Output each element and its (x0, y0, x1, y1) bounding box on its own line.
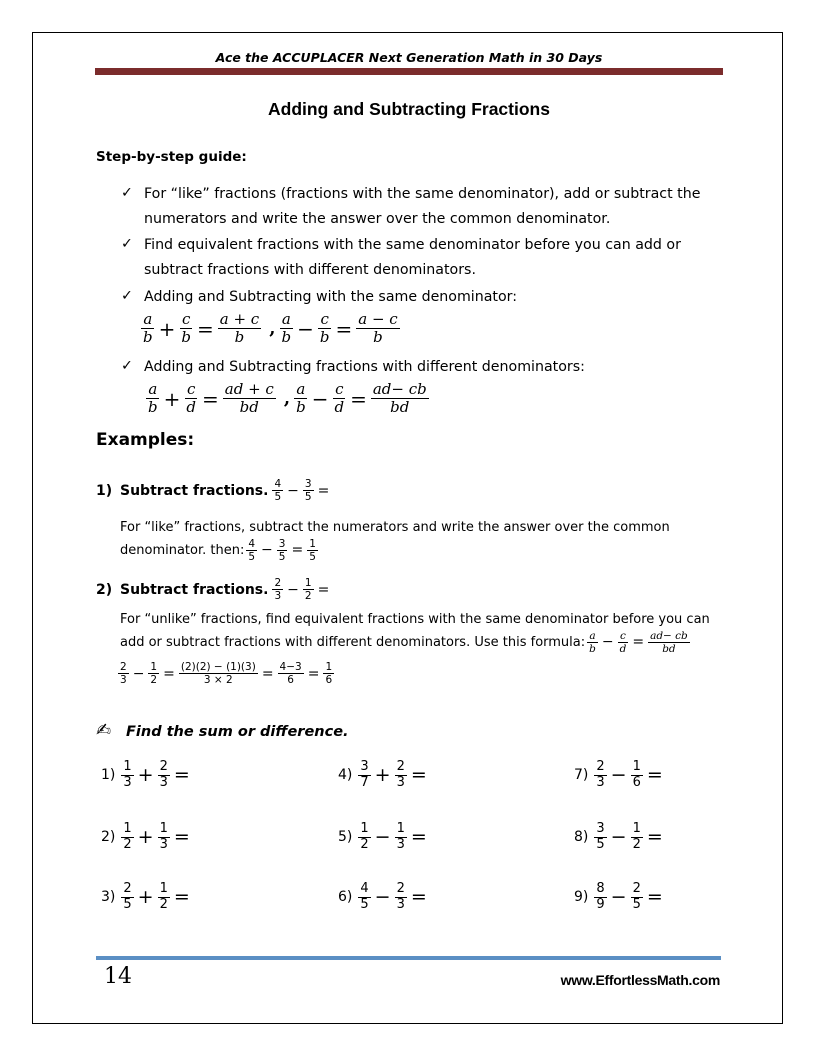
examples-heading: Examples: (96, 430, 195, 450)
guide-bullet-3: Adding and Subtracting with the same denominator: (144, 289, 518, 305)
example-2-formula-line: add or subtract fractions with different denominators. Use this formula: $\frac{a}{b}$ − $\frac{c}{d}$ = $\frac{ad- cb}{bd}$ (120, 630, 688, 656)
problem-number: 2) (101, 829, 116, 846)
fraction: $\frac{a}{b}$ (143, 310, 153, 347)
guide-heading-colon: : (241, 149, 247, 165)
problem-expression: $\frac{4}{5}$ − $\frac{2}{3}$ = (360, 881, 427, 912)
problem-number: 9) (574, 889, 589, 906)
fraction: $\frac{c}{b}$ (319, 310, 330, 347)
fraction: $\frac{ad- cb}{bd}$ (372, 380, 427, 417)
exercise-problem (574, 822, 667, 853)
check-icon: ✓ (121, 185, 133, 201)
problem-expression: $\frac{2}{3}$ − $\frac{1}{6}$ = (596, 759, 663, 790)
example-1-solution: $\frac{4}{5}$ − $\frac{3}{5}$ = $\frac{1}{5}$ (248, 538, 316, 564)
fraction: $\frac{c}{d}$ (334, 380, 345, 417)
problem-number: 7) (574, 767, 589, 784)
fraction: $\frac{ad + c}{bd}$ (224, 380, 274, 417)
page-number: 14 (104, 964, 132, 989)
example-1-problem: $\frac{4}{5}$ − $\frac{3}{5}$ = (274, 478, 330, 504)
website-url: www.EffortlessMath.com (560, 972, 720, 988)
problem-expression: $\frac{3}{7}$ + $\frac{2}{3}$ = (360, 759, 427, 790)
running-title: Ace the ACCUPLACER Next Generation Math in 30 Days (215, 50, 603, 65)
fraction: $\frac{a}{b}$ (281, 310, 292, 347)
problem-expression: $\frac{1}{2}$ − $\frac{1}{3}$ = (360, 821, 427, 852)
footer-rule (96, 956, 721, 960)
guide-bullet-4: Adding and Subtracting fractions with different denominators: (144, 359, 585, 375)
example-1-explanation: For “like” fractions, subtract the numerators and write the answer over the common (120, 520, 670, 535)
example-2-problem: $\frac{2}{3}$ − $\frac{1}{2}$ = (274, 577, 330, 603)
formula-same-denominator: $\frac{a}{b}$ + $\frac{c}{b}$ = $\frac{a + c}{b}$ , $\frac{a}{b}$ − $\frac{c}{b}$ = $\frac{a - c}{b}$ (143, 310, 398, 347)
problem-number: 1) (101, 767, 116, 784)
exercise-heading-text: Find the sum or difference. (126, 724, 349, 740)
example-1-title: 1) Subtract fractions. $\frac{4}{5}$ − $\frac{3}{5}$ = (96, 478, 333, 503)
header-rule (95, 68, 723, 75)
problem-number: 4) (338, 767, 353, 784)
fraction: $\frac{a + c}{b}$ (219, 310, 260, 347)
exercise-problem (574, 882, 667, 913)
guide-heading (96, 149, 247, 165)
exercise-problem (338, 882, 431, 913)
guide-bullet-2: Find equivalent fractions with the same denominator before you can add or subtract fractions with different denominators. (144, 237, 681, 278)
fraction: $\frac{c}{d}$ (186, 380, 196, 417)
fraction: $\frac{a - c}{b}$ (358, 310, 398, 347)
problem-expression: $\frac{1}{3}$ + $\frac{2}{3}$ = (123, 759, 190, 790)
check-icon: ✓ (121, 236, 133, 252)
pencil-icon: ✍ (96, 720, 112, 741)
problem-number: 8) (574, 829, 589, 846)
problem-number: 6) (338, 889, 353, 906)
problem-expression: $\frac{1}{2}$ + $\frac{1}{3}$ = (123, 821, 190, 852)
exercise-problem (101, 882, 194, 913)
exercise-problem (338, 822, 431, 853)
problem-expression: $\frac{3}{5}$ − $\frac{1}{2}$ = (596, 821, 663, 852)
fraction: $\frac{c}{b}$ (181, 310, 191, 347)
exercise-problem (101, 760, 194, 791)
problem-expression: $\frac{8}{9}$ − $\frac{2}{5}$ = (596, 881, 663, 912)
example-1-solution-line: denominator. then: $\frac{4}{5}$ − $\frac{3}{5}$ = $\frac{1}{5}$ (120, 538, 316, 564)
example-2-explanation: For “unlike” fractions, find equivalent fractions with the same denominator before you can (120, 612, 710, 627)
exercise-problem (574, 760, 667, 791)
guide-heading-text: Step-by-step guide (96, 149, 242, 165)
example-2-solution: $\frac{2}{3}$ − $\frac{1}{2}$ = $\frac{(2)(2) - (1)(3)}{3 \times 2}$ = $\frac{4-3}{6}$ = $\frac{1}{6}$ (120, 661, 333, 687)
exercise-problem (338, 760, 431, 791)
problem-number: 3) (101, 889, 116, 906)
page-title: Adding and Subtracting Fractions (268, 99, 550, 119)
example-2-formula: $\frac{a}{b}$ − $\frac{c}{d}$ = $\frac{ad- cb}{bd}$ (589, 630, 688, 656)
fraction: $\frac{a}{b}$ (148, 380, 158, 417)
example-2-title: 2) Subtract fractions. $\frac{2}{3}$ − $\frac{1}{2}$ = (96, 577, 333, 602)
exercise-heading (96, 720, 349, 741)
formula-different-denominators: $\frac{a}{b}$ + $\frac{c}{d}$ = $\frac{ad + c}{bd}$ , $\frac{a}{b}$ − $\frac{c}{d}$ = $\frac{ad- cb}{bd}$ (148, 380, 427, 417)
check-icon: ✓ (121, 358, 133, 374)
check-icon: ✓ (121, 288, 133, 304)
exercise-problem (101, 822, 194, 853)
guide-bullet-1: For “like” fractions (fractions with the same denominator), add or subtract the numerators and write the answer over the common denominator. (144, 186, 701, 227)
problem-number: 5) (338, 829, 353, 846)
fraction: $\frac{a}{b}$ (296, 380, 306, 417)
problem-expression: $\frac{2}{5}$ + $\frac{1}{2}$ = (123, 881, 190, 912)
